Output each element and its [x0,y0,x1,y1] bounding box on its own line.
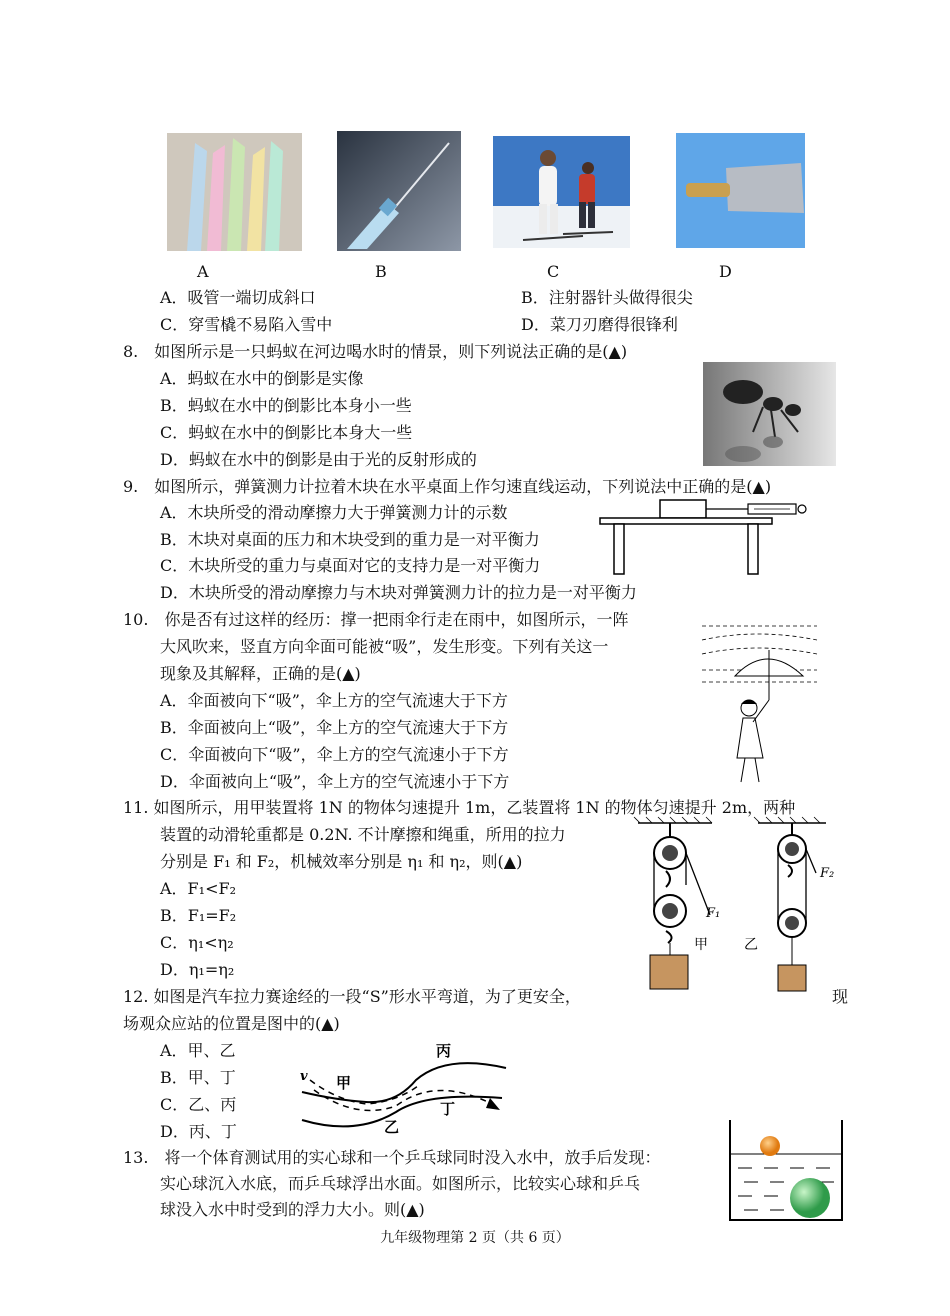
image-label-b: B [375,262,387,281]
q8-option-d: D．蚂蚁在水中的倒影是由于光的反射形成的 [160,450,477,469]
q10-option-a: A．伞面被向下“吸”，伞上方的空气流速大于下方 [160,691,508,710]
q11-option-d: D．η₁=η₂ [160,960,235,979]
q7-option-b: B．注射器针头做得很尖 [521,288,693,307]
q9-stem: 9. 如图所示，弹簧测力计拉着木块在水平桌面上作匀速直线运动，下列说法中正确的是(▲) [123,477,772,496]
q10-option-d: D．伞面被向上“吸”，伞上方的空气流速小于下方 [160,772,510,791]
q10-stem-line-1: 10. 你是否有过这样的经历：撑一把雨伞行走在雨中，如图所示，一阵 [123,610,629,629]
q12-option-b: B．甲、丁 [160,1068,236,1087]
straws-photo [167,133,302,251]
q13-stem-line-2: 实心球沉入水底，而乒乓球浮出水面。如图所示，比较实心球和乒乓 [160,1174,641,1193]
device-jia-label: 甲 [694,937,708,953]
position-bing-label: 丙 [436,1042,452,1060]
q12-stem-line-2: 场观众应站的位置是图中的(▲) [123,1014,340,1033]
q9-option-c: C．木块所受的重力与桌面对它的支持力是一对平衡力 [160,556,541,575]
table-spring-scale-figure [598,497,812,577]
q8-option-a: A．蚂蚁在水中的倒影是实像 [160,369,364,388]
position-ding-label: 丁 [440,1100,456,1118]
knife-photo [676,133,805,248]
velocity-label: v [300,1069,308,1084]
beaker-balls-figure [724,1116,848,1224]
q12-option-c: C．乙、丙 [160,1095,237,1114]
q7-option-d: D．菜刀刃磨得很锋利 [521,315,678,334]
q10-option-c: C．伞面被向下“吸”，伞上方的空气流速小于下方 [160,745,509,764]
q12-option-a: A．甲、乙 [160,1041,236,1060]
position-yi-label: 乙 [384,1118,400,1136]
q13-stem-line-3: 球没入水中时受到的浮力大小。则(▲) [160,1200,425,1219]
q12-stem-right: 现 [832,987,849,1006]
position-jia-label: 甲 [336,1074,352,1092]
device-yi-label: 乙 [744,937,758,953]
q7-option-c: C．穿雪橇不易陷入雪中 [160,315,333,334]
image-label-c: C [547,262,560,281]
q12-stem-left: 12. 如图是汽车拉力赛途经的一段“S”形水平弯道，为了更安全， [123,987,581,1006]
q11-stem-line-1: 11. 如图所示，用甲装置将 1N 的物体匀速提升 1m，乙装置将 1N 的物体匀速提升 2m，两种 [123,798,796,817]
force-f1-label: F₁ [706,906,721,921]
skiing-photo [493,136,630,248]
image-label-a: A [197,262,209,281]
q13-stem-line-1: 13. 将一个体育测试用的实心球和一个乒乓球同时没入水中，放手后发现： [123,1148,661,1167]
q10-option-b: B．伞面被向上“吸”，伞上方的空气流速大于下方 [160,718,509,737]
page-footer: 九年级物理第 2 页（共 6 页） [380,1230,570,1246]
q8-stem: 8. 如图所示是一只蚂蚁在河边喝水时的情景，则下列说法正确的是(▲) [123,342,628,361]
s-curve-road-figure [296,1040,508,1136]
q7-option-a: A．吸管一端切成斜口 [160,288,316,307]
q10-stem-line-2: 大风吹来，竖直方向伞面可能被“吸”，发生形变。下列有关这一 [160,637,609,656]
q11-stem-line-3: 分别是 F₁ 和 F₂，机械效率分别是 η₁ 和 η₂，则(▲) [160,852,523,871]
q11-option-c: C．η₁<η₂ [160,933,234,952]
q9-option-d: D．木块所受的滑动摩擦力与木块对弹簧测力计的拉力是一对平衡力 [160,583,637,602]
q9-option-a: A．木块所受的滑动摩擦力大于弹簧测力计的示数 [160,503,508,522]
q11-option-a: A．F₁<F₂ [160,879,236,898]
q11-option-b: B．F₁=F₂ [160,906,237,925]
syringe-photo [337,131,461,251]
pulley-figure [630,815,850,993]
q12-option-d: D．丙、丁 [160,1122,237,1141]
force-f2-label: F₂ [820,866,835,881]
q10-stem-line-3: 现象及其解释，正确的是(▲) [160,664,361,683]
ant-photo [703,362,836,466]
image-label-d: D [719,262,732,281]
q8-option-b: B．蚂蚁在水中的倒影比本身小一些 [160,396,412,415]
q11-stem-line-2: 装置的动滑轮重都是 0.2N. 不计摩擦和绳重，所用的拉力 [160,825,566,844]
umbrella-wind-figure [697,618,822,786]
q9-option-b: B．木块对桌面的压力和木块受到的重力是一对平衡力 [160,530,540,549]
q8-option-c: C．蚂蚁在水中的倒影比本身大一些 [160,423,413,442]
